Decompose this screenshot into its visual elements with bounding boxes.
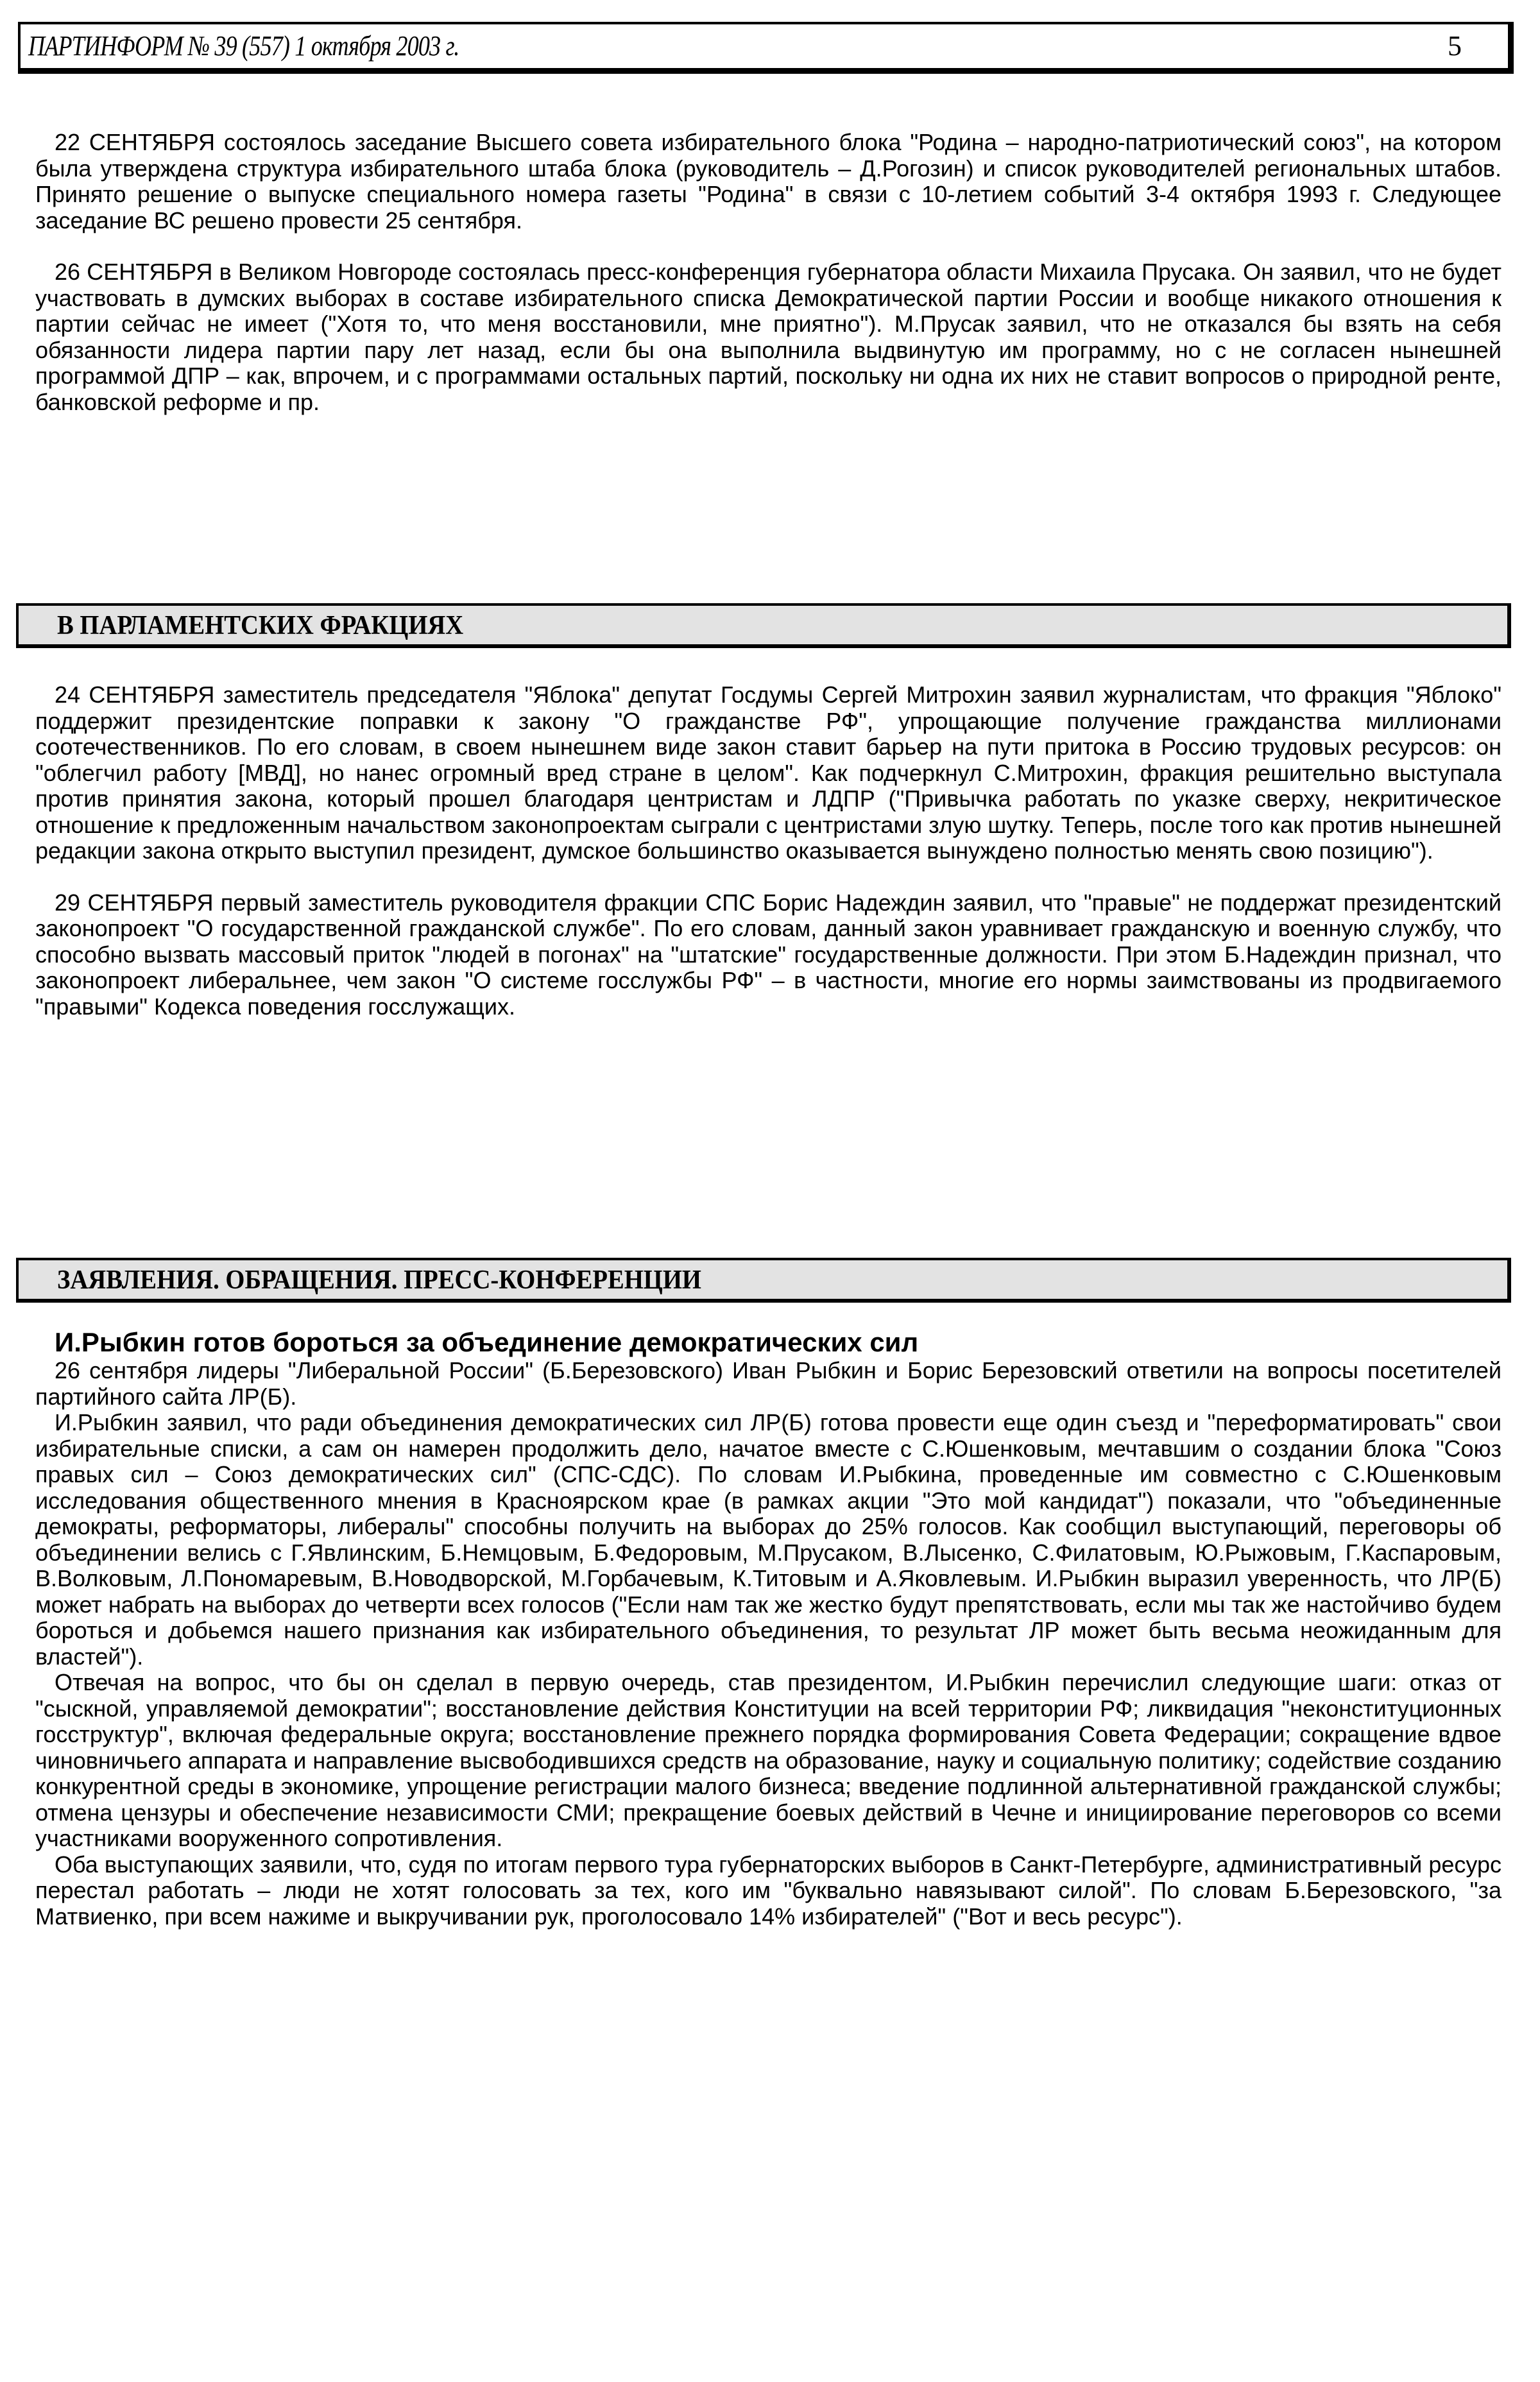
- news-paragraph: 24 СЕНТЯБРЯ заместитель председателя "Яблока" депутат Госдумы Сергей Митрохин заявил журналистам, что фракция "Яблоко" поддержит президентские поправки к закону "О гражданстве РФ", упрощающие получение гражданства миллионами соотечественников. По его словам, в своем нынешнем виде закон ставит барьер на пути притока в Россию трудовых ресурсов: он "облегчил работу [МВД], но нанес огромный вред стране в целом". Как подчеркнул С.Митрохин, фракция решительно выступала против принятия закона, который прошел благодаря центристам и ЛДПР ("Привычка работать по указке сверху, некритическое отношение к предложенным начальством законопроектам сыграли с центристами злую шутку. Теперь, после того как против нынешней редакции закона открыто выступил президент, думское большинство оказывается вынуждено полностью менять свою позицию").: [35, 681, 1502, 864]
- article-headline: И.Рыбкин готов бороться за объединение демократических сил: [55, 1327, 919, 1357]
- intro-news: [35, 130, 1502, 415]
- section-title: В ПАРЛАМЕНТСКИХ ФРАКЦИЯХ: [57, 611, 464, 640]
- article-paragraph: 26 сентября лидеры "Либеральной России" (Б.Березовского) Иван Рыбкин и Борис Березовский ответили на вопросы посетителей партийного сайта ЛР(Б).: [35, 1357, 1502, 1410]
- publication-title: ПАРТИНФОРМ № 39 (557) 1 октября 2003 г.: [28, 30, 459, 62]
- parliamentary-factions-news: [35, 682, 1502, 1020]
- article-paragraph: Отвечая на вопрос, что бы он сделал в первую очередь, став президентом, И.Рыбкин перечислил следующие шаги: отказ от "сыскной, управляемой демократии"; восстановление действия Конституции на всей территории РФ; ликвидация "неконституционных госструктур", включая федеральные округа; восстановление прежнего порядка формирования Совета Федерации; сокращение вдвое чиновничьего аппарата и направление высвободившихся средств на образование, науку и социальную политику; содействие созданию конкурентной среды в экономике, упрощение регистрации малого бизнеса; введение подлинной альтернативной гражданской службы; отмена цензуры и обеспечение независимости СМИ; прекращение боевых действий в Чечне и инициирование переговоров со всеми участниками вооруженного сопротивления.: [35, 1669, 1502, 1851]
- article-paragraph: И.Рыбкин заявил, что ради объединения демократических сил ЛР(Б) готова провести еще один съезд и "переформатировать" свои избирательные списки, а сам он намерен продолжить дело, начатое вместе с С.Юшенковым, мечтавшим о создании блока "Союз правых сил – Союз демократических сил" (СПС-СДС). По словам И.Рыбкина, проведенные им совместно с С.Юшенковым исследования общественного мнения в Красноярском крае (в рамках акции "Это мой кандидат") показали, что "объединенные демократы, реформаторы, либералы" способны получить на выборах до 25% голосов. Как сообщил выступающий, переговоры об объединении велись с Г.Явлинским, Б.Немцовым, Б.Федоровым, М.Прусаком, В.Лысенко, С.Филатовым, Ю.Рыжовым, Г.Каспаровым, В.Волковым, Л.Пономаревым, В.Новодворской, М.Горбачевым, К.Титовым и А.Яковлевым. И.Рыбкин выразил уверенность, что ЛР(Б) может набрать на выборах до четверти всех голосов ("Если нам так же жестко будут препятствовать, если мы так же настойчиво будем бороться и добьемся нашего признания как избирательного объединения, то результат ЛР может быть весьма неожиданным для властей").: [35, 1409, 1502, 1670]
- news-paragraph: 26 СЕНТЯБРЯ в Великом Новгороде состоялась пресс-конференция губернатора области Михаила Прусака. Он заявил, что не будет участвовать в думских выборах в составе избирательного списка Демократической партии России и вообще никакого отношения к партии сейчас не имеет ("Хотя то, что меня восстановили, мне приятно"). М.Прусак заявил, что не отказался бы взять на себя обязанности лидера партии пару лет назад, если бы она выполнила выдвинутую им программу, но с не согласен нынешней программой ДПР – как, впрочем, и с программами остальных партий, поскольку ни одна их них не ставит вопросов о природной ренте, банковской реформе и пр.: [35, 259, 1502, 415]
- article-paragraph: Оба выступающих заявили, что, судя по итогам первого тура губернаторских выборов в Санкт-Петербурге, административный ресурс перестал работать – люди не хотят голосовать за тех, кого им "буквально навязывают силой". По словам Б.Березовского, "за Матвиенко, при всем нажиме и выкручивании рук, проголосовало 14% избирателей" ("Вот и весь ресурс").: [35, 1851, 1502, 1930]
- page-number: 5: [1448, 30, 1462, 62]
- section-title: ЗАЯВЛЕНИЯ. ОБРАЩЕНИЯ. ПРЕСС-КОНФЕРЕНЦИИ: [57, 1265, 701, 1295]
- article-body: [35, 1358, 1502, 1930]
- news-paragraph: 22 СЕНТЯБРЯ состоялось заседание Высшего совета избирательного блока "Родина – народно-патриотический союз", на котором была утверждена структура избирательного штаба блока (руководитель – Д.Рогозин) и список руководителей региональных штабов. Принято решение о выпуске специального номера газеты "Родина" в связи с 10-летием событий 3-4 октября 1993 г. Следующее заседание ВС решено провести 25 сентября.: [35, 129, 1502, 234]
- page-header: [18, 22, 1514, 74]
- section-header-parliamentary-factions: [16, 603, 1511, 648]
- news-paragraph: 29 СЕНТЯБРЯ первый заместитель руководителя фракции СПС Борис Надеждин заявил, что "правые" не поддержат президентский законопроект "О государственной гражданской службе". По его словам, данный закон уравнивает гражданскую и военную службу, что способно вызвать массовый приток "людей в погонах" на "штатские" государственные должности. При этом Б.Надеждин признал, что законопроект либеральнее, чем закон "О системе госслужбы РФ" – в частности, многие его нормы заимствованы из продвигаемого "правыми" Кодекса поведения госслужащих.: [35, 889, 1502, 1020]
- section-header-statements: [16, 1258, 1511, 1303]
